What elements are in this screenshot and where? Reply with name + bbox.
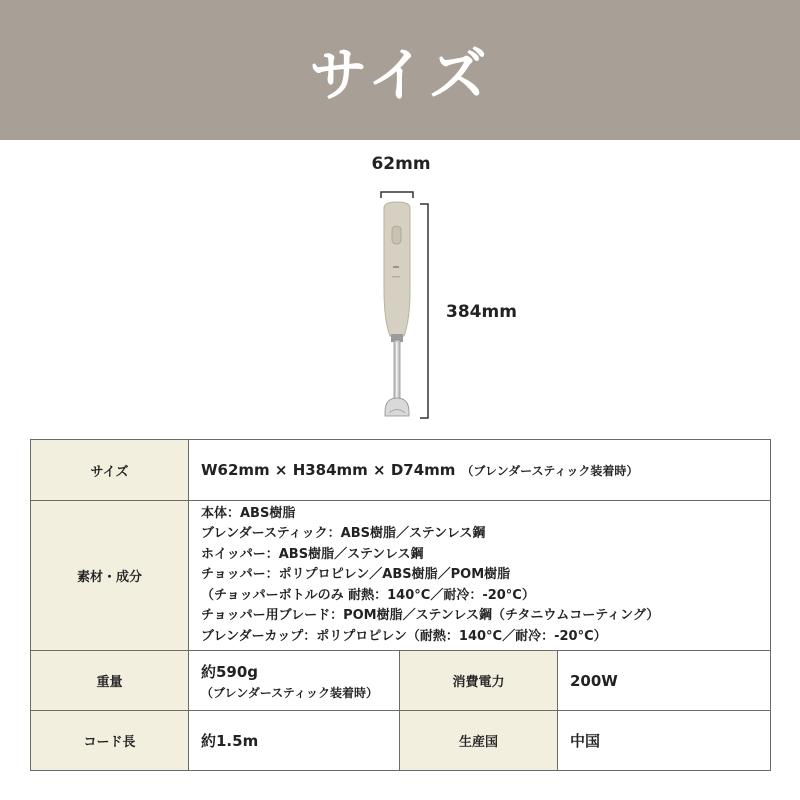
origin-value: 中国 xyxy=(570,732,601,750)
materials-line: ブレンダーカップ：ポリプロピレン（耐熱：140°C／耐冷：-20°C） xyxy=(201,628,607,644)
size-label: サイズ xyxy=(31,440,189,501)
weight-label: 重量 xyxy=(31,651,189,711)
materials-line: チョッパー：ポリプロピレン／ABS樹脂／POM樹脂 xyxy=(201,567,511,583)
size-value: W62mm × H384mm × D74mm xyxy=(201,461,456,479)
origin-value-cell xyxy=(558,711,771,771)
blender-stick xyxy=(385,334,409,416)
origin-label: 生産国 xyxy=(400,711,558,771)
cord-value: 約1.5m xyxy=(201,732,259,750)
brand-mark xyxy=(393,266,399,268)
materials-line: （チョッパーボトルのみ 耐熱：140°C／耐冷：-20°C） xyxy=(201,587,535,603)
materials-value-cell xyxy=(189,501,771,651)
width-dimension-label: 62mm xyxy=(371,154,431,174)
spec-row-materials xyxy=(31,501,771,651)
power-value-cell xyxy=(558,651,771,711)
header-banner xyxy=(0,0,800,140)
power-value: 200W xyxy=(570,671,618,690)
spec-table xyxy=(30,439,771,771)
power-label: 消費電力 xyxy=(400,651,558,711)
materials-line: 本体：ABS樹脂 xyxy=(201,505,296,521)
speed-button xyxy=(392,226,401,244)
blade-guard xyxy=(385,398,409,416)
weight-value-cell xyxy=(189,651,400,711)
cord-value-cell xyxy=(189,711,400,771)
materials-line: ホイッパー：ABS樹脂／ステンレス鋼 xyxy=(201,546,424,562)
blender-body xyxy=(384,202,410,336)
weight-note: （ブレンダースティック装着時） xyxy=(201,685,378,700)
spec-row-cord-origin xyxy=(31,711,771,771)
width-dimension-line xyxy=(381,192,413,198)
size-note: （ブレンダースティック装着時） xyxy=(461,464,639,478)
page-title: サイズ xyxy=(309,41,491,109)
size-value-cell xyxy=(189,440,771,501)
materials-label: 素材・成分 xyxy=(31,501,189,651)
materials-line: ブレンダースティック：ABS樹脂／ステンレス鋼 xyxy=(201,526,486,542)
hand-blender-illustration xyxy=(370,180,450,425)
weight-value: 約590g xyxy=(201,662,259,681)
spec-row-size xyxy=(31,440,771,501)
cord-label: コード長 xyxy=(31,711,189,771)
height-dimension-line xyxy=(420,204,428,418)
spec-row-weight-power xyxy=(31,651,771,711)
height-dimension-label: 384mm xyxy=(446,302,517,322)
materials-line: チョッパー用ブレード：POM樹脂／ステンレス鋼（チタニウムコーティング） xyxy=(201,608,660,624)
